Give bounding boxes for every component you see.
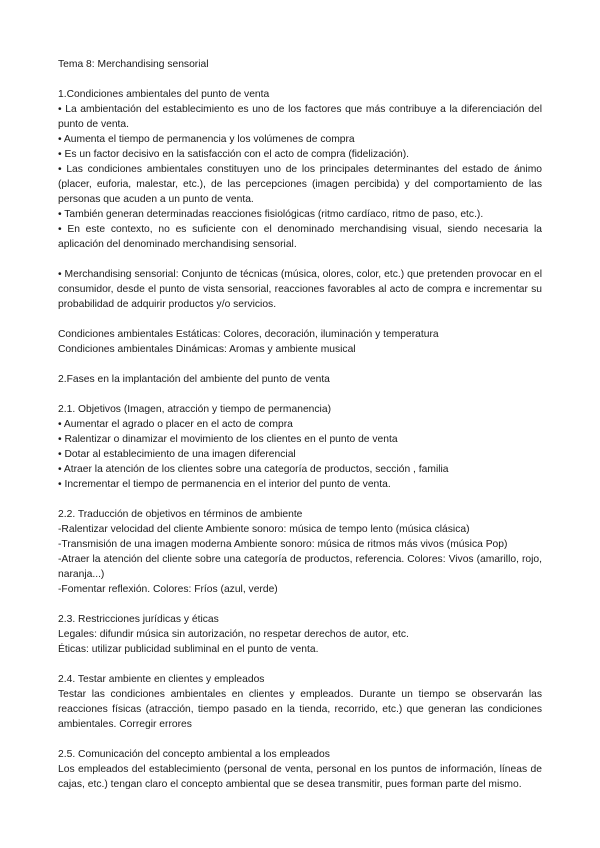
section-2-2-heading: 2.2. Traducción de objetivos en términos de ambiente [58, 509, 303, 520]
section-2-3-heading: 2.3. Restricciones jurídicas y éticas [58, 614, 219, 625]
section-1-bullet: • También generan determinadas reacciones fisiológicas (ritmo cardíaco, ritmo de paso, etc.). [58, 209, 484, 220]
translation-line: -Fomentar reflexión. Colores: Fríos (azul, verde) [58, 584, 278, 595]
translation-line: -Transmisión de una imagen moderna Ambiente sonoro: música de ritmos más vivos (música Pop) [58, 539, 508, 550]
translation-line: -Ralentizar velocidad del cliente Ambiente sonoro: música de tempo lento (música clásica) [58, 524, 470, 535]
document-page [58, 57, 542, 792]
objective-item: • Dotar al establecimiento de una imagen diferencial [58, 449, 296, 460]
section-1-bullet: • La ambientación del establecimiento es uno de los factores que más contribuye a la diferenciación del punto de venta. [58, 104, 542, 130]
static-conditions: Condiciones ambientales Estáticas: Colores, decoración, iluminación y temperatura [58, 329, 439, 340]
restriction-line: Éticas: utilizar publicidad subliminal en el punto de venta. [58, 644, 319, 655]
document-title: Tema 8: Merchandising sensorial [58, 59, 209, 70]
objective-item: • Atraer la atención de los clientes sobre una categoría de productos, sección , familia [58, 464, 449, 475]
objective-item: • Ralentizar o dinamizar el movimiento de los clientes en el punto de venta [58, 434, 398, 445]
restriction-line: Legales: difundir música sin autorización, no respetar derechos de autor, etc. [58, 629, 409, 640]
section-2-4-heading: 2.4. Testar ambiente en clientes y empleados [58, 674, 265, 685]
objective-item: • Aumentar el agrado o placer en el acto de compra [58, 419, 293, 430]
objective-item: • Incrementar el tiempo de permanencia en el interior del punto de venta. [58, 479, 391, 490]
definition-paragraph: • Merchandising sensorial: Conjunto de técnicas (música, olores, color, etc.) que pretenden provocar en el consumidor, desde el punto de vista sensorial, reacciones favorables al acto de compra e incrementar su probabilidad de adquirir productos y/o servicios. [58, 269, 542, 310]
section-2-1-heading: 2.1. Objetivos (Imagen, atracción y tiempo de permanencia) [58, 404, 332, 415]
translation-line: -Atraer la atención del cliente sobre una categoría de productos, referencia. Colores: Vivos (amarillo, rojo, naranja...) [58, 554, 542, 580]
section-1-bullet: • En este contexto, no es suficiente con el denominado merchandising visual, siendo necesaria la aplicación del denominado merchandising sensorial. [58, 224, 542, 250]
section-2-4-body: Testar las condiciones ambientales en clientes y empleados. Durante un tiempo se observarán las reacciones físicas (atracción, tiempo pasado en la tienda, recorrido, etc.) que generan las condiciones ambientales. Corregir errores [58, 689, 542, 730]
section-1-heading: 1.Condiciones ambientales del punto de venta [58, 89, 270, 100]
section-1-bullet: • Aumenta el tiempo de permanencia y los volúmenes de compra [58, 134, 355, 145]
section-1-bullet: • Las condiciones ambientales constituyen uno de los principales determinantes del estado de ánimo (placer, euforia, malestar, etc.), de las percepciones (imagen percibida) y del comportamiento de las personas que acuden a un punto de venta. [58, 164, 542, 205]
dynamic-conditions: Condiciones ambientales Dinámicas: Aromas y ambiente musical [58, 344, 356, 355]
section-2-5-body: Los empleados del establecimiento (personal de venta, personal en los puntos de información, líneas de cajas, etc.) tengan claro el concepto ambiental que se desea transmitir, pues forman parte del mismo. [58, 764, 542, 790]
section-2-heading: 2.Fases en la implantación del ambiente del punto de venta [58, 374, 330, 385]
section-2-5-heading: 2.5. Comunicación del concepto ambiental a los empleados [58, 749, 330, 760]
section-1-bullet: • Es un factor decisivo en la satisfacción con el acto de compra (fidelización). [58, 149, 410, 160]
